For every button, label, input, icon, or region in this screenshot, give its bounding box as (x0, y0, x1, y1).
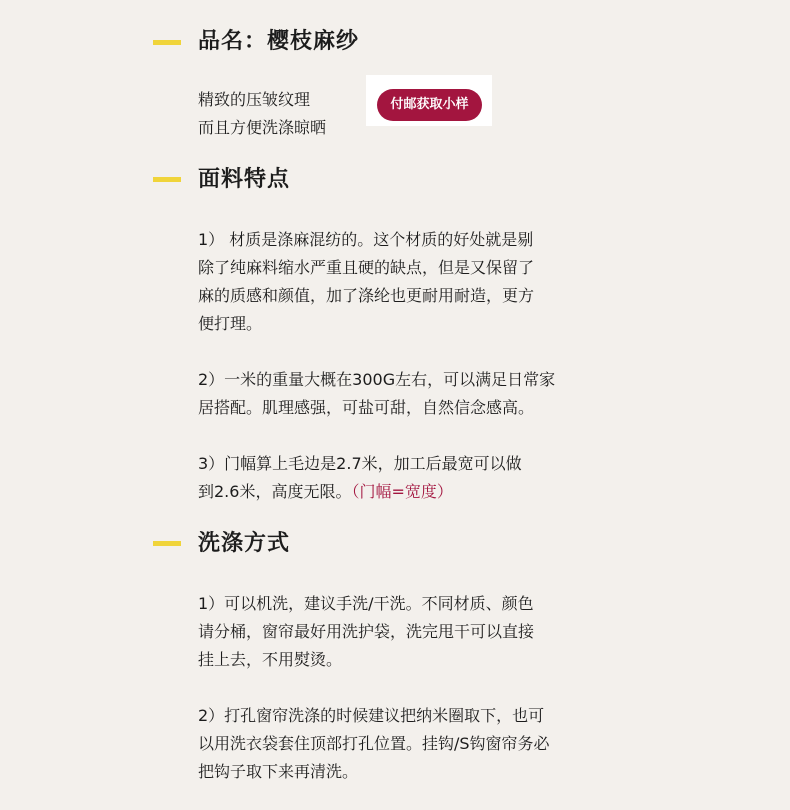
fabric-paragraph-line: 1） 材质是涤麻混纺的。这个材质的好处就是剔 (198, 230, 534, 249)
heading-accent-bar (153, 177, 181, 182)
fabric-paragraph-line: 2）一米的重量大概在300G左右，可以满足日常家 (198, 370, 556, 389)
heading-accent-bar (153, 541, 181, 546)
washing-paragraph-line: 以用洗衣袋套住顶部打孔位置。挂钩/S钩窗帘务必 (198, 734, 550, 753)
product-desc-line: 而且方便洗涤晾晒 (198, 118, 327, 137)
washing-paragraph-line: 请分桶，窗帘最好用洗护袋，洗完甩干可以直接 (198, 622, 535, 641)
washing-paragraph-line: 把钩子取下来再清洗。 (198, 762, 359, 781)
product-desc-line: 精致的压皱纹理 (198, 90, 311, 109)
washing-paragraph-line: 挂上去，不用熨烫。 (198, 650, 343, 669)
heading-accent-bar (153, 40, 181, 45)
fabric-paragraph-line: 3）门幅算上毛边是2.7米，加工后最宽可以做 (198, 454, 522, 473)
washing-paragraph-line: 2）打孔窗帘洗涤的时候建议把纳米圈取下，也可 (198, 706, 545, 725)
get-sample-button[interactable]: 付邮获取小样 (377, 89, 482, 121)
product-name-heading: 品名：樱枝麻纱 (198, 29, 360, 54)
sample-button-frame (366, 75, 492, 126)
washing-method-heading: 洗涤方式 (198, 531, 291, 556)
fabric-paragraph-line: 麻的质感和颜值，加了涤纶也更耐用耐造，更方 (198, 286, 535, 305)
fabric-width-text: 到2.6米，高度无限。 (198, 482, 352, 501)
width-note-highlight: （门幅=宽度） (351, 482, 453, 501)
washing-paragraph-line: 1）可以机洗，建议手洗/干洗。不同材质、颜色 (198, 594, 534, 613)
fabric-paragraph-line: 便打理。 (198, 314, 263, 333)
fabric-features-heading: 面料特点 (198, 167, 291, 192)
fabric-paragraph-line (198, 478, 453, 506)
fabric-paragraph-line: 居搭配。肌理感强，可盐可甜，自然信念感高。 (198, 398, 535, 417)
fabric-paragraph-line: 除了纯麻料缩水严重且硬的缺点，但是又保留了 (198, 258, 535, 277)
